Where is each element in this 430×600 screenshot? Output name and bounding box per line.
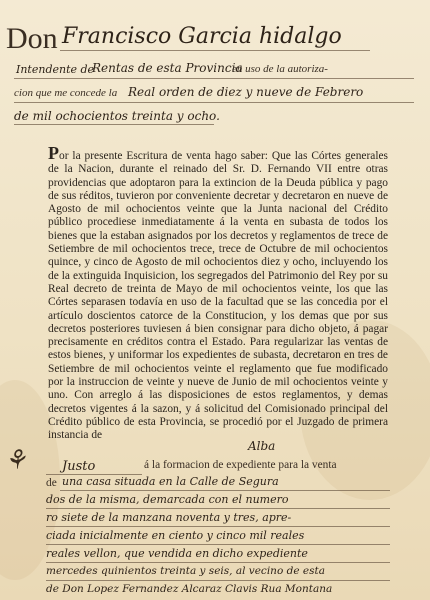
fill-line (46, 544, 390, 545)
name-underline (60, 50, 370, 51)
fill-line (46, 580, 390, 581)
intro-rule (14, 124, 214, 125)
fill-line (60, 490, 390, 491)
deed-body-text: or la presente Escritura de venta hago saber: Que las Córtes generales de la Nacion, durante el reinado del Sr. D. Fernando VII entre otras providencias que adoptaron para la extincion de la Deuda pública y pago de sus réditos, tuvieron por conveniente decretar y decretaron en nueve de Agosto de mil ochocientos veinte que la Junta nacional del Crédito público procediese inmediatamente á la venta en subasta de todos los bienes que la estaban asignados por los decretos y reglamentos de trece de Setiembre de mil ochocientos trece, trece de Octubre de mil ochocientos quince, y cinco de Agosto de mil ochocientos diez y ocho, incluyendo los de la extinguida Inquisicion, los segregados del Patrimonio del Rey por su Real decreto de treinta de Mayo de mil ochocientos veinte, los que las Córtes separasen todavía en uso de la facultad que se las concedia por el artículo doscientos catorce de la Constitucion, y los demas que por sus decretos posteriores tuviesen á bien consignar para dicho objeto, á pagar precisamente en créditos contra el Estado. Para regularizar las ventas de estos bienes, y uniformar los expedientes de subasta, decretaron en tres de Setiembre de mil ochocientos veinte el reglamento que fue modificado por la instruccion de veinte y nueve de Junio de mil ochocientos veinte y uno. Con arreglo á las disposiciones de estos reglamentos, y demas decretos vigentes á la sazon, y á solicitud del Comisionado principal del Crédito público de esta Provincia, se procedió por el Juzgado de primera instancia de (48, 150, 388, 442)
intro-handwritten: de mil ochocientos treinta y ocho. (14, 109, 220, 123)
property-description: ciada inicialmente en ciento y cinco mil reales (46, 529, 305, 542)
intro-rule (14, 102, 414, 103)
property-description: ro siete de la manzana noventa y tres, apre- (46, 511, 292, 524)
property-description: dos de la misma, demarcada con el numero (46, 493, 289, 506)
intro-handwritten: Rentas de esta Provincia (92, 61, 243, 75)
fill-line (46, 562, 390, 563)
intro-printed: en uso de la autoriza- (232, 63, 328, 75)
intro-printed: cion que me concede la (14, 87, 118, 99)
intro-handwritten: Intendente de (16, 63, 95, 76)
property-description: mercedes quinientos treinta y seis, al vecino de esta (46, 565, 325, 577)
lower-printed: de (46, 477, 57, 489)
don-label: Don (6, 22, 58, 55)
property-description: de Don Lopez Fernandez Alcaraz Clavis Rua Montana (46, 583, 333, 595)
deed-body (48, 144, 388, 443)
intro-rule (14, 78, 414, 79)
lower-printed: á la formacion de expediente para la venta (144, 459, 337, 471)
court-town: Alba (248, 439, 276, 453)
intro-handwritten: Real orden de diez y nueve de Febrero (128, 85, 364, 99)
fill-line (46, 508, 390, 509)
margin-flourish: ⚘ (1, 444, 30, 478)
drop-cap: P (48, 143, 59, 163)
don-heading (6, 24, 58, 54)
property-description: reales vellon, que vendida en dicho expediente (46, 547, 308, 560)
property-description: una casa situada en la Calle de Segura (62, 475, 279, 488)
court-name: Justo (62, 459, 96, 474)
grantor-name: Francisco Garcia hidalgo (62, 24, 342, 49)
fill-line (46, 526, 390, 527)
